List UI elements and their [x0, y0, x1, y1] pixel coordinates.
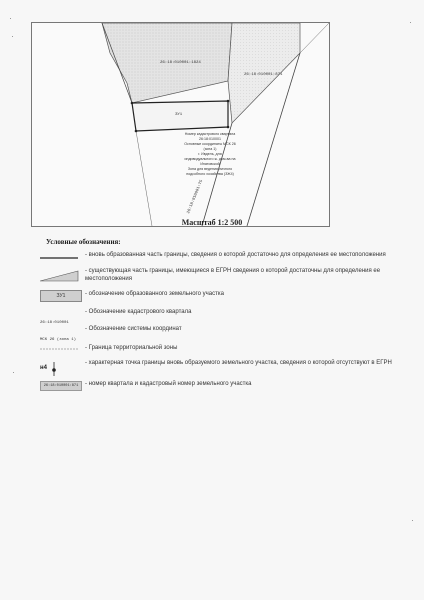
legend-item-new-boundary	[40, 252, 390, 268]
legend-item-zone-boundary	[40, 343, 390, 355]
legend-text: - вновь образованная часть границы, сведения о которой достаточно для определения ее местоположения	[85, 252, 386, 258]
characteristic-point-symbol	[40, 362, 80, 376]
formed-parcel-label: ЗУ1	[175, 113, 183, 117]
legend-text: - номер квартала и кадастровый номер земельного участка	[85, 381, 252, 387]
legend-text: - характерная точка границы вновь образуемого земельного участка, сведения о которой отсутствуют в ЕГРН	[85, 360, 392, 366]
point-symbol-icon	[48, 362, 60, 376]
symbol-label: 26:18:010001	[40, 321, 69, 325]
new-boundary-symbol	[40, 255, 80, 261]
scan-speck	[13, 372, 14, 373]
scan-speck	[12, 36, 13, 37]
map-note-line: (зона 1)	[203, 147, 217, 151]
map-note-line: г. Ивдель, для	[198, 152, 222, 156]
map-note-line: Зона для ведения личного	[187, 167, 233, 171]
legend-item-existing-boundary	[40, 268, 390, 286]
symbol-label: н4	[40, 365, 47, 371]
point-marker	[131, 102, 134, 105]
parcel-number-left: 26:18:010001:1824	[160, 61, 201, 65]
legend-item-coordinate-system	[40, 326, 390, 342]
map-note-line: Основные координаты МСК 26	[184, 142, 236, 146]
legend-text: - Обозначение системы координат	[85, 326, 182, 332]
legend-item-parcel-number	[40, 381, 390, 393]
parcel-number-symbol	[40, 381, 82, 391]
map-note-line: 26:18:010001	[199, 137, 221, 141]
scan-speck	[10, 18, 11, 19]
point-marker	[227, 126, 230, 129]
cadastral-map	[31, 22, 330, 227]
map-note-line: Номер кадастрового квартала	[184, 132, 236, 136]
legend-text: - Обозначение кадастрового квартала	[85, 309, 192, 315]
scan-speck	[412, 520, 413, 521]
zone-boundary-symbol	[40, 347, 80, 351]
existing-boundary-symbol	[40, 269, 80, 283]
legend-item-characteristic-point	[40, 360, 390, 378]
legend-text: - Граница территориальной зоны	[85, 345, 178, 351]
point-marker	[135, 130, 138, 133]
map-note-line: Ипатовской	[200, 162, 220, 166]
legend-text: - обозначение образованного земельного участка	[85, 291, 224, 297]
parcel-number-right: 26:18:010001:871	[244, 73, 283, 77]
scan-speck	[410, 22, 411, 23]
map-scale: Масштаб 1:2 500	[181, 218, 243, 227]
legend-item-cadastral-quarter	[40, 309, 390, 325]
road-parcel-label: 26:18:010001:75	[187, 179, 205, 215]
legend-title: Условные обозначения:	[46, 238, 121, 246]
map-drawing	[32, 23, 329, 226]
map-note	[162, 132, 258, 177]
symbol-label: ЗУ1	[56, 293, 66, 299]
map-note-line: подсобного хозяйства (ЗЖ4)	[186, 172, 234, 176]
symbol-label: 26:18:010001:871	[43, 384, 79, 388]
legend-item-formed-parcel	[40, 290, 390, 302]
legend-text: - существующая часть границы, имеющиеся в ЕГРН сведения о которой достаточны для определения ее местоположения	[85, 268, 381, 282]
point-marker	[227, 100, 230, 103]
symbol-label: МСК 26 (зона 1)	[40, 338, 77, 342]
formed-parcel-symbol	[40, 290, 82, 302]
map-note-line: индивидуального ж. дом-ва на	[184, 157, 236, 161]
